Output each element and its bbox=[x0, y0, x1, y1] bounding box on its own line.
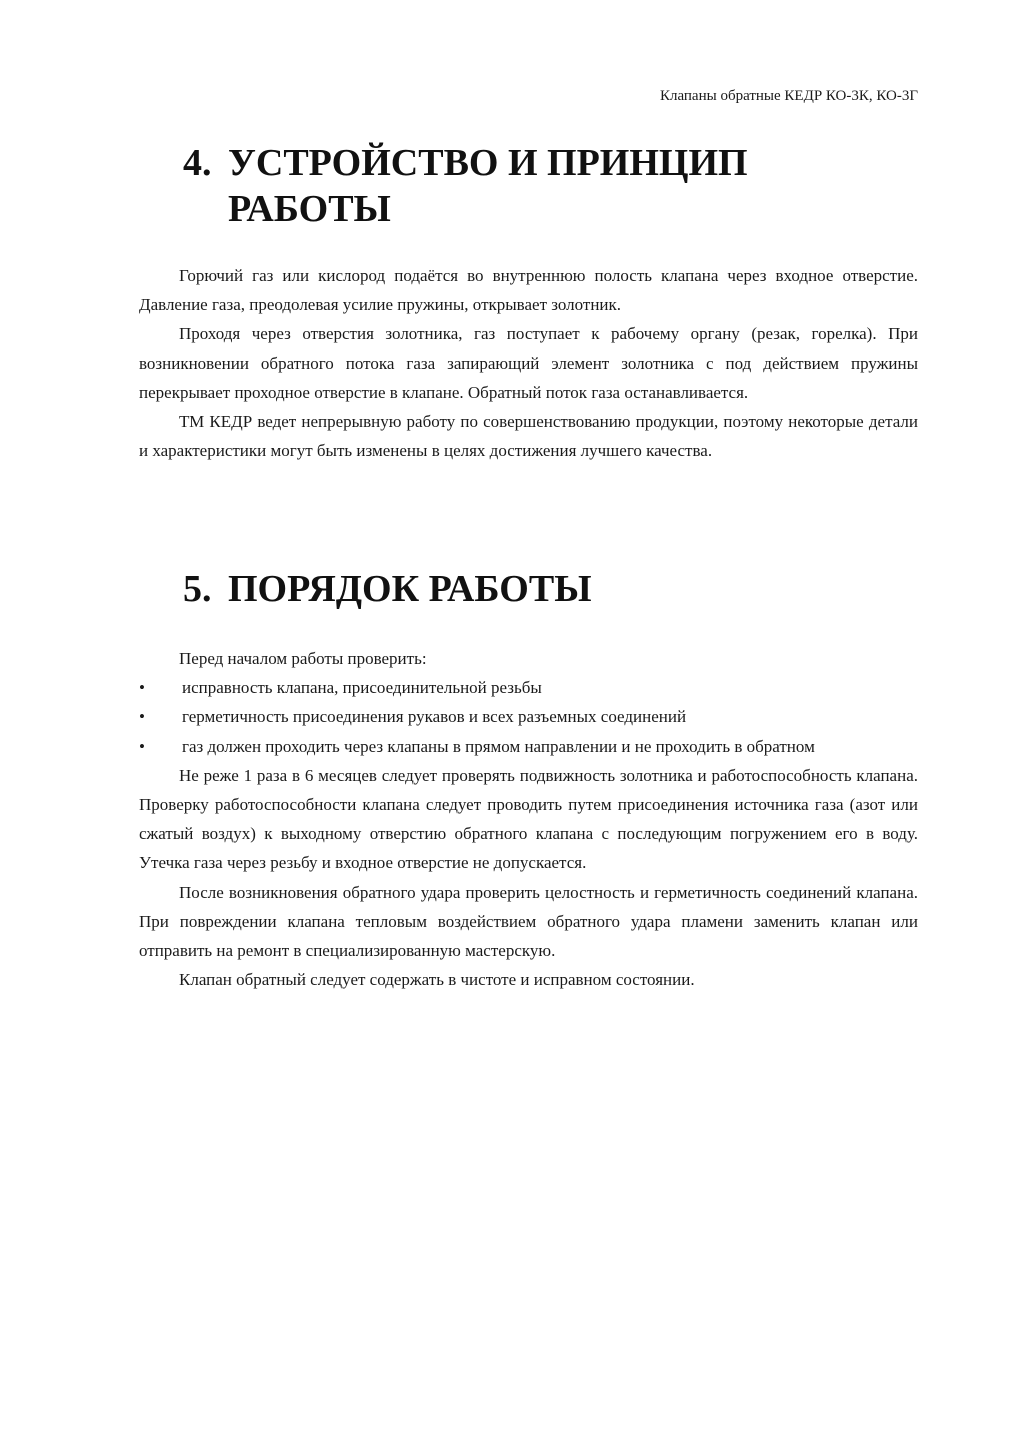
section-5-title: ПОРЯДОК РАБОТЫ bbox=[228, 568, 592, 610]
bullet-icon: • bbox=[139, 736, 145, 756]
running-header: Клапаны обратные КЕДР КО-3К, КО-3Г bbox=[659, 88, 918, 104]
list-item bbox=[139, 673, 918, 702]
section-4-body bbox=[139, 261, 918, 465]
section-5-body bbox=[139, 644, 918, 994]
section-4-title: УСТРОЙСТВО И ПРИНЦИП РАБОТЫ bbox=[228, 142, 748, 230]
bullet-icon: • bbox=[139, 707, 145, 727]
section-4-heading bbox=[183, 140, 918, 232]
section-4-paragraph: ТМ КЕДР ведет непрерывную работу по совершенствованию продукции, поэтому некоторые детали и характеристики могут быть изменены в целях достижения лучшего качества. bbox=[139, 412, 918, 461]
list-item-text: герметичность присоединения рукавов и всех разъемных соединений bbox=[182, 707, 687, 727]
section-4-paragraph: Проходя через отверстия золотника, газ поступает к рабочему органу (резак, горелка). При возникновении обратного потока газа запирающий элемент золотника с под действием пружины перекрывает проходное отверстие в клапане. Обратный поток газа останавливается. bbox=[139, 324, 918, 402]
section-5-number: 5. bbox=[183, 568, 212, 610]
checklist bbox=[139, 673, 918, 761]
list-item-text: исправность клапана, присоединительной резьбы bbox=[182, 678, 542, 698]
section-5-paragraph: Не реже 1 раза в 6 месяцев следует проверять подвижность золотника и работоспособность клапана. Проверку работоспособности клапана следует проводить путем присоединения источника газа (азот или сжатый воздух) к выходному отверстию обратного клапана с последующим погружением его в воду. Утечка газа через резьбу и входное отверстие не допускается. bbox=[139, 765, 918, 873]
section-5-heading bbox=[183, 566, 918, 612]
list-item-text: газ должен проходить через клапаны в прямом направлении и не проходить в обратном bbox=[182, 736, 815, 756]
section-5-paragraph: После возникновения обратного удара проверить целостность и герметичность соединений клапана. При повреждении клапана тепловым воздействием обратного удара пламени заменить клапан или отправить на ремонт в специализированную мастерскую. bbox=[139, 882, 918, 961]
section-4-number: 4. bbox=[183, 142, 212, 184]
section-5-intro: Перед началом работы проверить: bbox=[179, 649, 427, 668]
bullet-icon: • bbox=[139, 678, 145, 698]
list-item bbox=[139, 732, 918, 761]
list-item bbox=[139, 702, 918, 731]
section-4-paragraph: Горючий газ или кислород подаётся во внутреннюю полость клапана через входное отверстие. Давление газа, преодолевая усилие пружины, открывает золотник. bbox=[139, 266, 918, 315]
section-5-paragraph: Клапан обратный следует содержать в чистоте и исправном состоянии. bbox=[179, 970, 695, 990]
